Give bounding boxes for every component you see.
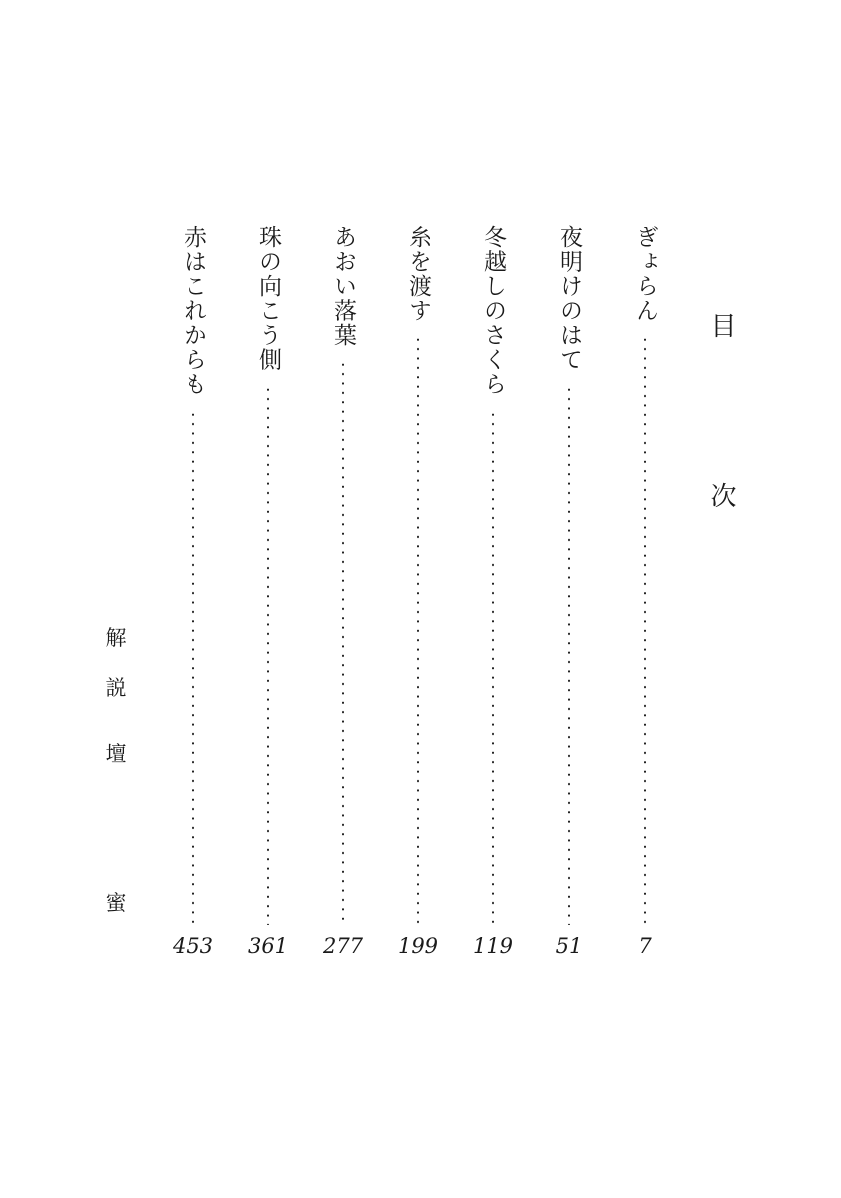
toc-entry-title: 赤はこれからも	[180, 225, 206, 397]
toc-entry-page: 361	[247, 934, 289, 958]
dot-leader	[644, 335, 646, 925]
toc-entry-page: 119	[472, 934, 514, 958]
toc-entry-page: 277	[322, 934, 364, 958]
dot-leader	[492, 410, 494, 925]
dot-leader	[192, 410, 194, 925]
toc-entry-page: 453	[172, 934, 214, 958]
toc-heading-char-1: 目	[706, 312, 736, 338]
commentary-author-char-1: 壇	[105, 742, 127, 766]
commentary-label-char-2: 説	[105, 676, 127, 700]
toc-entry-page: 51	[555, 934, 583, 958]
toc-entry-title: あおい落葉	[330, 225, 356, 348]
toc-entry-title: 夜明けのはて	[556, 225, 582, 372]
dot-leader	[342, 360, 344, 925]
dot-leader	[568, 385, 570, 925]
toc-entry-page: 199	[397, 934, 439, 958]
toc-entry-title: 珠の向こう側	[255, 225, 281, 372]
toc-entry-page: 7	[638, 934, 652, 958]
toc-entry-title: 糸を渡す	[405, 225, 431, 323]
toc-heading-char-2: 次	[706, 482, 736, 508]
commentary-author-char-2: 蜜	[105, 891, 127, 915]
toc-entry-title: ぎょらん	[632, 225, 658, 323]
toc-entry-title: 冬越しのさくら	[480, 225, 506, 397]
dot-leader	[417, 335, 419, 925]
dot-leader	[267, 385, 269, 925]
commentary-label-char-1: 解	[105, 626, 127, 650]
